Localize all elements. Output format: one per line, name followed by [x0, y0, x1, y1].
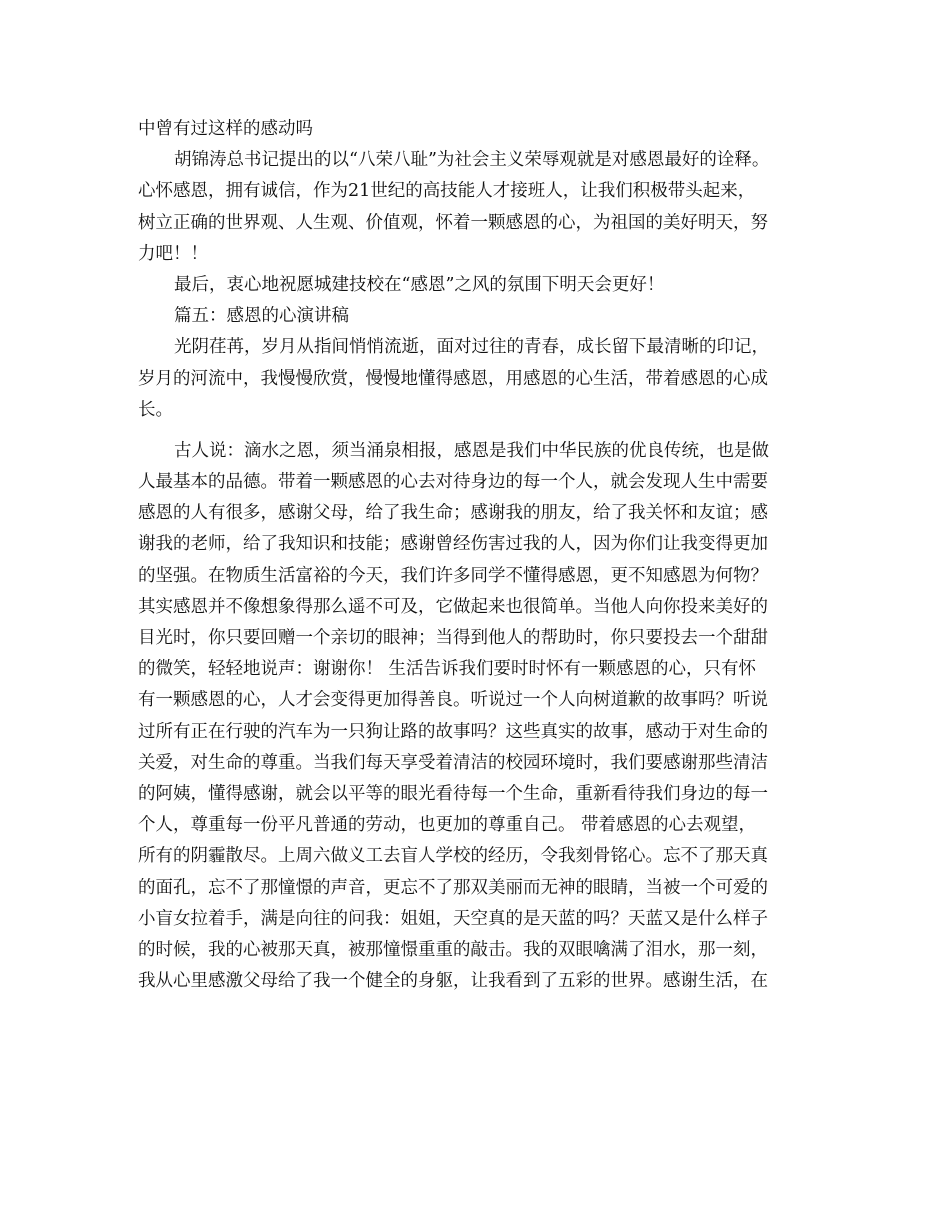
text-line: 其实感恩并不像想象得那么遥不可及，它做起来也很简单。当他人向你投来美好的: [138, 596, 768, 617]
text-line: 中曾有过这样的感动吗: [138, 119, 313, 139]
text-line: 人最基本的品德。带着一颗感恩的心去对待身边的每一个人，就会发现人生中需要: [138, 472, 768, 493]
text-line: 个人，尊重每一份平凡普通的劳动，也更加的尊重自己。 带着感恩的心去观望，: [138, 815, 757, 836]
text-line: 古人说：滴水之恩，须当涌泉相报，感恩是我们中华民族的优良传统，也是做: [174, 440, 769, 461]
text-line: 胡锦涛总书记提出的以“八荣八耻”为社会主义荣辱观就是对感恩最好的诠释。: [174, 150, 770, 171]
text-line: 目光时，你只要回赠一个亲切的眼神；当得到他人的帮助时，你只要投去一个甜甜: [138, 628, 768, 648]
text-line: 岁月的河流中，我慢慢欣赏，慢慢地懂得感恩，用感恩的心生活，带着感恩的心成: [138, 368, 768, 389]
text-line: 感恩的人有很多，感谢父母，给了我生命；感谢我的朋友，给了我关怀和友谊；感: [138, 503, 768, 524]
text-line: 我从心里感激父母给了我一个健全的身躯，让我看到了五彩的世界。感谢生活，在: [138, 971, 768, 992]
text-line: 力吧！！: [138, 243, 208, 264]
text-line: 小盲女拉着手，满是向往的问我：姐姐，天空真的是天蓝的吗？天蓝又是什么样子: [138, 908, 768, 929]
text-line: 心怀感恩，拥有诚信，作为21世纪的高技能人才接班人，让我们积极带头起来，: [138, 181, 756, 202]
text-line: 的微笑，轻轻地说声：谢谢你！ 生活告诉我们要时时怀有一颗感恩的心，只有怀: [138, 659, 757, 680]
text-line: 长。: [138, 399, 173, 420]
text-line: 谢我的老师，给了我知识和技能；感谢曾经伤害过我的人，因为你们让我变得更加: [138, 534, 768, 555]
paragraph-gap: [138, 426, 828, 436]
text-line: 的坚强。在物质生活富裕的今天，我们许多同学不懂得感恩，更不知感恩为何物？: [138, 565, 768, 586]
text-line: 过所有正在行驶的汽车为一只狗让路的故事吗？这些真实的故事，感动于对生命的: [138, 721, 768, 742]
text-line: 关爱，对生命的尊重。当我们每天享受着清洁的校园环境时，我们要感谢那些清洁: [138, 752, 768, 773]
text-line: 所有的阴霾散尽。上周六做义工去盲人学校的经历，令我刻骨铭心。忘不了那天真: [138, 846, 768, 867]
text-line: 篇五：感恩的心演讲稿: [174, 306, 349, 327]
text-line: 光阴荏苒，岁月从指间悄悄流逝，面对过往的青春，成长留下最清晰的印记，: [174, 337, 769, 358]
document-body: [138, 114, 828, 997]
text-line: 的时候，我的心被那天真，被那憧憬重重的敲击。我的双眼噙满了泪水，那一刻，: [138, 939, 768, 960]
text-line: 的面孔，忘不了那憧憬的声音，更忘不了那双美丽而无神的眼睛，当被一个可爱的: [138, 877, 768, 898]
text-line: 的阿姨，懂得感谢，就会以平等的眼光看待每一个生命，重新看待我们身边的每一: [138, 783, 768, 804]
text-line: 有一颗感恩的心，人才会变得更加得善良。听说过一个人向树道歉的故事吗？听说: [138, 690, 768, 711]
text-line: 树立正确的世界观、人生观、价值观，怀着一颗感恩的心，为祖国的美好明天，努: [138, 212, 768, 233]
text-line: 最后，衷心地祝愿城建技校在“感恩”之风的氛围下明天会更好！: [174, 274, 665, 295]
